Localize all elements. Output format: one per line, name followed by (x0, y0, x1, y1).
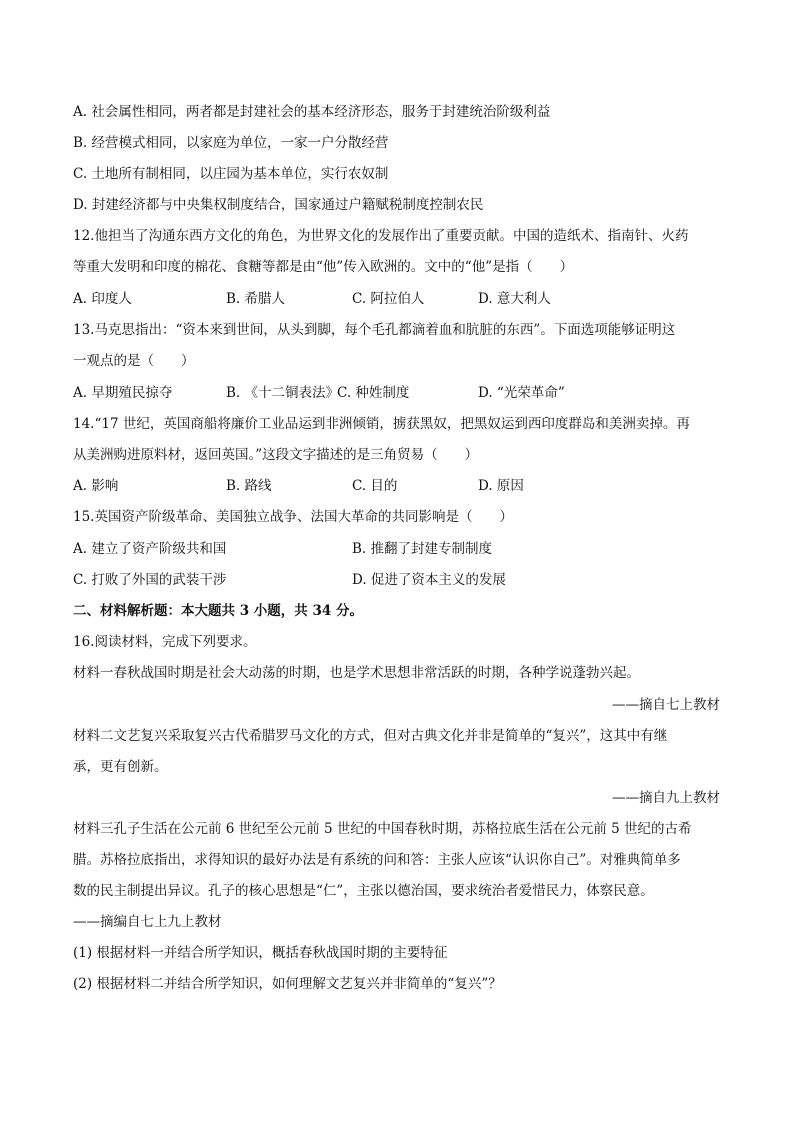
section-heading: 二、材料解析题：本大题共 3 小题，共 34 分。 (73, 603, 363, 619)
q13-option-b: B. 《十二铜表法》 (226, 385, 340, 401)
q13-option-c: C. 种姓制度 (337, 385, 410, 401)
q16-material-2-line1: 材料二文艺复兴采取复兴古代希腊罗马文化的方式，但对古典文化并非是简单的“复兴”，这其中有继 (73, 728, 668, 744)
q12-option-b: B. 希腊人 (226, 291, 286, 307)
q15-option-d: D. 促进了资本主义的发展 (352, 572, 506, 588)
q16-intro: 16.阅读材料，完成下列要求。 (73, 634, 257, 650)
q16-subquestion-1: (1) 根据材料一并结合所学知识，概括春秋战国时期的主要特征 (73, 945, 448, 961)
q16-material-2-source: ——摘自九上教材 (612, 790, 720, 806)
q16-material-1: 材料一春秋战国时期是社会大动荡的时期，也是学术思想非常活跃的时期，各种学说蓬勃兴起。 (73, 665, 640, 681)
q11-option-d: D. 封建经济都与中央集权制度结合，国家通过户籍赋税制度控制农民 (73, 197, 484, 213)
q16-material-3-line3: 数的民主制提出异议。孔子的核心思想是“仁”，主张以德治国，要求统治者爱惜民力，体察民意。 (73, 883, 654, 899)
q14-stem-line2: 从美洲购进原料材，返回英国。”这段文字描述的是三角贸易（ ） (73, 447, 479, 463)
q12-option-d: D. 意大利人 (478, 291, 551, 307)
q16-material-2-line2: 承，更有创新。 (73, 759, 168, 775)
q16-material-3-line1: 材料三孔子生活在公元前 6 世纪至公元前 5 世纪的中国春秋时期，苏格拉底生活在公元前 5 世纪的古希 (73, 821, 692, 837)
q12-stem-line1: 12.他担当了沟通东西方文化的角色，为世界文化的发展作出了重要贡献。中国的造纸术、指南针、火药 (73, 228, 689, 244)
q12-stem-line2: 等重大发明和印度的棉花、食糖等都是由“他”传入欧洲的。文中的“他”是指（ ） (73, 259, 574, 275)
q13-stem-line2: 一观点的是（ ） (73, 353, 195, 369)
q15-stem: 15.英国资产阶级革命、美国独立战争、法国大革命的共同影响是（ ） (73, 509, 513, 525)
q15-option-b: B. 推翻了封建专制制度 (352, 541, 493, 557)
q12-option-c: C. 阿拉伯人 (352, 291, 425, 307)
q16-material-1-source: ——摘自七上教材 (612, 697, 720, 713)
q11-option-c: C. 土地所有制相同，以庄园为基本单位，实行农奴制 (73, 166, 389, 182)
q11-option-a: A. 社会属性相同，两者都是封建社会的基本经济形态，服务于封建统治阶级利益 (73, 104, 551, 120)
q12-option-a: A. 印度人 (73, 291, 132, 307)
q16-material-3-source: ——摘编自七上九上教材 (73, 914, 222, 930)
q11-option-b: B. 经营模式相同，以家庭为单位，一家一户分散经营 (73, 135, 389, 151)
q16-subquestion-2: (2) 根据材料二并结合所学知识，如何理解文艺复兴并非简单的“复兴”？ (73, 976, 502, 992)
q13-stem-line1: 13.马克思指出：“资本来到世间，从头到脚，每个毛孔都滴着血和肮脏的东西”。下面选项能够证明这 (73, 322, 676, 338)
q13-option-d: D. “光荣革命” (478, 385, 565, 401)
q14-option-b: B. 路线 (226, 478, 272, 494)
q14-option-d: D. 原因 (478, 478, 524, 494)
q14-stem-line1: 14.“17 世纪，英国商船将廉价工业品运到非洲倾销，掳获黑奴，把黑奴运到西印度群岛和美洲卖掉。再 (73, 416, 690, 432)
q15-option-a: A. 建立了资产阶级共和国 (73, 541, 227, 557)
q14-option-a: A. 影响 (73, 478, 119, 494)
q14-option-c: C. 目的 (352, 478, 398, 494)
q13-option-a: A. 早期殖民掠夺 (73, 385, 173, 401)
q16-material-3-line2: 腊。苏格拉底指出，求得知识的最好办法是有系统的问和答：主张人应该“认识你自己”。对雅典简单多 (73, 852, 681, 868)
q15-option-c: C. 打败了外国的武装干涉 (73, 572, 227, 588)
